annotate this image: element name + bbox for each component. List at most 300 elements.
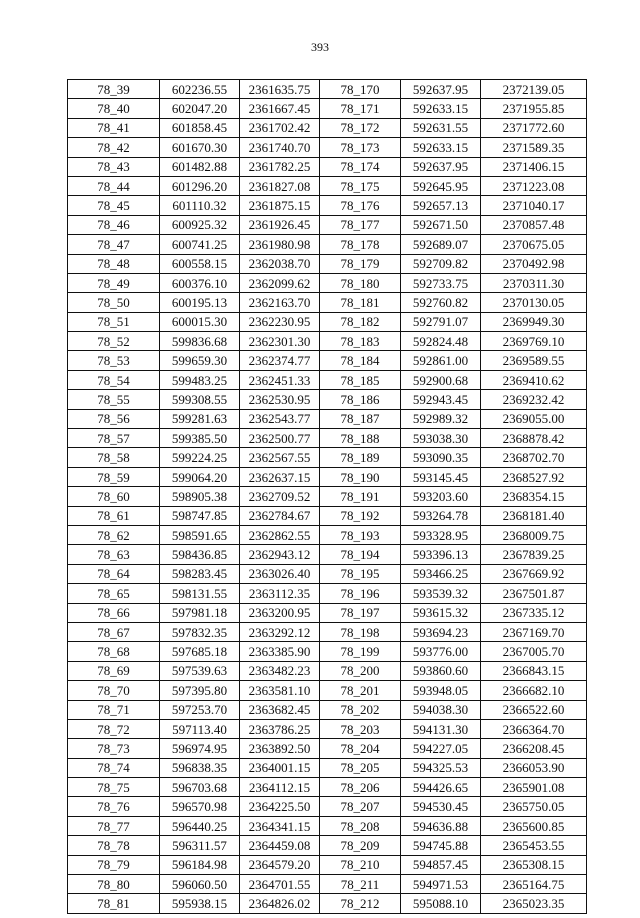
y-coordinate-left-cell: 2361740.70 <box>240 138 320 157</box>
point-id-right-cell: 78_202 <box>320 700 401 719</box>
point-id-left-cell: 78_49 <box>68 273 160 292</box>
y-coordinate-left-cell: 2364225.50 <box>240 797 320 816</box>
point-id-left-cell: 78_41 <box>68 118 160 137</box>
point-id-left-cell: 78_75 <box>68 778 160 797</box>
point-id-right-cell: 78_174 <box>320 157 401 176</box>
x-coordinate-left-cell: 599281.63 <box>160 409 240 428</box>
point-id-left-cell: 78_44 <box>68 176 160 195</box>
x-coordinate-right-cell: 594227.05 <box>401 739 481 758</box>
point-id-left-cell: 78_68 <box>68 642 160 661</box>
point-id-right-cell: 78_209 <box>320 836 401 855</box>
y-coordinate-left-cell: 2362500.77 <box>240 429 320 448</box>
point-id-left-cell: 78_53 <box>68 351 160 370</box>
point-id-right-cell: 78_184 <box>320 351 401 370</box>
coordinates-table <box>67 79 587 914</box>
point-id-right-cell: 78_207 <box>320 797 401 816</box>
y-coordinate-right-cell: 2365453.55 <box>481 836 587 855</box>
y-coordinate-left-cell: 2361702.42 <box>240 118 320 137</box>
x-coordinate-right-cell: 592689.07 <box>401 235 481 254</box>
point-id-right-cell: 78_208 <box>320 816 401 835</box>
x-coordinate-right-cell: 592824.48 <box>401 332 481 351</box>
table-row <box>68 778 587 797</box>
point-id-right-cell: 78_190 <box>320 467 401 486</box>
y-coordinate-right-cell: 2369410.62 <box>481 370 587 389</box>
point-id-left-cell: 78_79 <box>68 855 160 874</box>
y-coordinate-left-cell: 2364112.15 <box>240 778 320 797</box>
y-coordinate-left-cell: 2362374.77 <box>240 351 320 370</box>
y-coordinate-right-cell: 2370130.05 <box>481 293 587 312</box>
y-coordinate-right-cell: 2365164.75 <box>481 875 587 894</box>
point-id-right-cell: 78_194 <box>320 545 401 564</box>
y-coordinate-left-cell: 2361782.25 <box>240 157 320 176</box>
y-coordinate-right-cell: 2365308.15 <box>481 855 587 874</box>
x-coordinate-left-cell: 597981.18 <box>160 603 240 622</box>
point-id-right-cell: 78_175 <box>320 176 401 195</box>
x-coordinate-right-cell: 592633.15 <box>401 99 481 118</box>
x-coordinate-right-cell: 593615.32 <box>401 603 481 622</box>
x-coordinate-right-cell: 594038.30 <box>401 700 481 719</box>
y-coordinate-right-cell: 2370675.05 <box>481 235 587 254</box>
x-coordinate-right-cell: 595088.10 <box>401 894 481 913</box>
y-coordinate-right-cell: 2365901.08 <box>481 778 587 797</box>
table-row <box>68 332 587 351</box>
point-id-left-cell: 78_76 <box>68 797 160 816</box>
table-row <box>68 157 587 176</box>
point-id-left-cell: 78_50 <box>68 293 160 312</box>
point-id-right-cell: 78_204 <box>320 739 401 758</box>
point-id-left-cell: 78_46 <box>68 215 160 234</box>
point-id-right-cell: 78_191 <box>320 487 401 506</box>
table-row <box>68 273 587 292</box>
point-id-right-cell: 78_172 <box>320 118 401 137</box>
point-id-right-cell: 78_206 <box>320 778 401 797</box>
y-coordinate-left-cell: 2361926.45 <box>240 215 320 234</box>
x-coordinate-right-cell: 594636.88 <box>401 816 481 835</box>
point-id-right-cell: 78_205 <box>320 758 401 777</box>
point-id-right-cell: 78_198 <box>320 622 401 641</box>
x-coordinate-right-cell: 593203.60 <box>401 487 481 506</box>
point-id-left-cell: 78_59 <box>68 467 160 486</box>
table-row <box>68 467 587 486</box>
y-coordinate-right-cell: 2369589.55 <box>481 351 587 370</box>
x-coordinate-right-cell: 592900.68 <box>401 370 481 389</box>
y-coordinate-left-cell: 2363112.35 <box>240 584 320 603</box>
table-row <box>68 739 587 758</box>
x-coordinate-left-cell: 599224.25 <box>160 448 240 467</box>
point-id-left-cell: 78_52 <box>68 332 160 351</box>
point-id-right-cell: 78_186 <box>320 390 401 409</box>
table-row <box>68 293 587 312</box>
x-coordinate-right-cell: 592631.55 <box>401 118 481 137</box>
y-coordinate-right-cell: 2372139.05 <box>481 80 587 99</box>
y-coordinate-left-cell: 2363482.23 <box>240 661 320 680</box>
x-coordinate-right-cell: 592989.32 <box>401 409 481 428</box>
table-row <box>68 312 587 331</box>
x-coordinate-left-cell: 598905.38 <box>160 487 240 506</box>
y-coordinate-left-cell: 2364701.55 <box>240 875 320 894</box>
y-coordinate-right-cell: 2371406.15 <box>481 157 587 176</box>
x-coordinate-left-cell: 598747.85 <box>160 506 240 525</box>
table-row <box>68 719 587 738</box>
x-coordinate-right-cell: 592637.95 <box>401 80 481 99</box>
y-coordinate-right-cell: 2368702.70 <box>481 448 587 467</box>
x-coordinate-right-cell: 594745.88 <box>401 836 481 855</box>
y-coordinate-right-cell: 2366208.45 <box>481 739 587 758</box>
point-id-left-cell: 78_55 <box>68 390 160 409</box>
point-id-left-cell: 78_45 <box>68 196 160 215</box>
y-coordinate-right-cell: 2371040.17 <box>481 196 587 215</box>
table-row <box>68 351 587 370</box>
coordinates-table-container <box>67 79 587 914</box>
table-row <box>68 506 587 525</box>
point-id-left-cell: 78_43 <box>68 157 160 176</box>
y-coordinate-left-cell: 2363892.50 <box>240 739 320 758</box>
coordinates-table-body <box>68 80 587 914</box>
y-coordinate-right-cell: 2366522.60 <box>481 700 587 719</box>
table-row <box>68 429 587 448</box>
point-id-right-cell: 78_189 <box>320 448 401 467</box>
point-id-left-cell: 78_70 <box>68 681 160 700</box>
x-coordinate-left-cell: 598436.85 <box>160 545 240 564</box>
table-row <box>68 681 587 700</box>
table-row <box>68 99 587 118</box>
point-id-right-cell: 78_170 <box>320 80 401 99</box>
x-coordinate-left-cell: 601858.45 <box>160 118 240 137</box>
x-coordinate-left-cell: 598131.55 <box>160 584 240 603</box>
point-id-left-cell: 78_81 <box>68 894 160 913</box>
y-coordinate-left-cell: 2363200.95 <box>240 603 320 622</box>
y-coordinate-left-cell: 2361827.08 <box>240 176 320 195</box>
point-id-right-cell: 78_185 <box>320 370 401 389</box>
point-id-right-cell: 78_199 <box>320 642 401 661</box>
point-id-right-cell: 78_193 <box>320 525 401 544</box>
x-coordinate-left-cell: 601670.30 <box>160 138 240 157</box>
y-coordinate-right-cell: 2367335.12 <box>481 603 587 622</box>
y-coordinate-right-cell: 2369232.42 <box>481 390 587 409</box>
x-coordinate-right-cell: 592943.45 <box>401 390 481 409</box>
point-id-left-cell: 78_73 <box>68 739 160 758</box>
table-row <box>68 894 587 913</box>
y-coordinate-right-cell: 2367669.92 <box>481 564 587 583</box>
x-coordinate-left-cell: 600376.10 <box>160 273 240 292</box>
x-coordinate-right-cell: 592633.15 <box>401 138 481 157</box>
point-id-right-cell: 78_178 <box>320 235 401 254</box>
table-row <box>68 758 587 777</box>
point-id-right-cell: 78_176 <box>320 196 401 215</box>
y-coordinate-right-cell: 2368878.42 <box>481 429 587 448</box>
x-coordinate-left-cell: 597832.35 <box>160 622 240 641</box>
x-coordinate-left-cell: 602236.55 <box>160 80 240 99</box>
y-coordinate-left-cell: 2362862.55 <box>240 525 320 544</box>
y-coordinate-right-cell: 2365600.85 <box>481 816 587 835</box>
x-coordinate-left-cell: 596703.68 <box>160 778 240 797</box>
y-coordinate-left-cell: 2361980.98 <box>240 235 320 254</box>
x-coordinate-left-cell: 597253.70 <box>160 700 240 719</box>
y-coordinate-left-cell: 2363786.25 <box>240 719 320 738</box>
point-id-left-cell: 78_63 <box>68 545 160 564</box>
y-coordinate-left-cell: 2362038.70 <box>240 254 320 273</box>
x-coordinate-left-cell: 596184.98 <box>160 855 240 874</box>
point-id-right-cell: 78_183 <box>320 332 401 351</box>
x-coordinate-left-cell: 600925.32 <box>160 215 240 234</box>
y-coordinate-right-cell: 2370311.30 <box>481 273 587 292</box>
table-row <box>68 700 587 719</box>
x-coordinate-right-cell: 593264.78 <box>401 506 481 525</box>
x-coordinate-right-cell: 592861.00 <box>401 351 481 370</box>
point-id-left-cell: 78_61 <box>68 506 160 525</box>
point-id-left-cell: 78_47 <box>68 235 160 254</box>
x-coordinate-left-cell: 597539.63 <box>160 661 240 680</box>
y-coordinate-right-cell: 2369949.30 <box>481 312 587 331</box>
y-coordinate-left-cell: 2362099.62 <box>240 273 320 292</box>
x-coordinate-left-cell: 599064.20 <box>160 467 240 486</box>
table-row <box>68 642 587 661</box>
y-coordinate-right-cell: 2366843.15 <box>481 661 587 680</box>
y-coordinate-left-cell: 2364826.02 <box>240 894 320 913</box>
y-coordinate-left-cell: 2364341.15 <box>240 816 320 835</box>
y-coordinate-right-cell: 2366682.10 <box>481 681 587 700</box>
x-coordinate-left-cell: 597113.40 <box>160 719 240 738</box>
point-id-left-cell: 78_71 <box>68 700 160 719</box>
x-coordinate-right-cell: 593038.30 <box>401 429 481 448</box>
y-coordinate-left-cell: 2362567.55 <box>240 448 320 467</box>
y-coordinate-right-cell: 2368354.15 <box>481 487 587 506</box>
x-coordinate-left-cell: 601296.20 <box>160 176 240 195</box>
y-coordinate-right-cell: 2367005.70 <box>481 642 587 661</box>
y-coordinate-right-cell: 2366364.70 <box>481 719 587 738</box>
y-coordinate-left-cell: 2361875.15 <box>240 196 320 215</box>
y-coordinate-left-cell: 2362530.95 <box>240 390 320 409</box>
point-id-left-cell: 78_54 <box>68 370 160 389</box>
x-coordinate-left-cell: 600015.30 <box>160 312 240 331</box>
point-id-left-cell: 78_39 <box>68 80 160 99</box>
y-coordinate-left-cell: 2361667.45 <box>240 99 320 118</box>
x-coordinate-left-cell: 600741.25 <box>160 235 240 254</box>
x-coordinate-right-cell: 592637.95 <box>401 157 481 176</box>
y-coordinate-right-cell: 2367169.70 <box>481 622 587 641</box>
table-row <box>68 564 587 583</box>
x-coordinate-right-cell: 592657.13 <box>401 196 481 215</box>
x-coordinate-left-cell: 599308.55 <box>160 390 240 409</box>
x-coordinate-left-cell: 601110.32 <box>160 196 240 215</box>
y-coordinate-right-cell: 2370857.48 <box>481 215 587 234</box>
y-coordinate-right-cell: 2370492.98 <box>481 254 587 273</box>
x-coordinate-left-cell: 596838.35 <box>160 758 240 777</box>
x-coordinate-right-cell: 593145.45 <box>401 467 481 486</box>
y-coordinate-left-cell: 2362784.67 <box>240 506 320 525</box>
point-id-right-cell: 78_181 <box>320 293 401 312</box>
table-row <box>68 370 587 389</box>
point-id-left-cell: 78_80 <box>68 875 160 894</box>
table-row <box>68 816 587 835</box>
table-row <box>68 448 587 467</box>
point-id-right-cell: 78_177 <box>320 215 401 234</box>
point-id-left-cell: 78_77 <box>68 816 160 835</box>
y-coordinate-right-cell: 2371955.85 <box>481 99 587 118</box>
y-coordinate-right-cell: 2369055.00 <box>481 409 587 428</box>
point-id-right-cell: 78_210 <box>320 855 401 874</box>
x-coordinate-left-cell: 596974.95 <box>160 739 240 758</box>
y-coordinate-left-cell: 2364579.20 <box>240 855 320 874</box>
y-coordinate-right-cell: 2367839.25 <box>481 545 587 564</box>
point-id-right-cell: 78_171 <box>320 99 401 118</box>
x-coordinate-left-cell: 599659.30 <box>160 351 240 370</box>
point-id-left-cell: 78_67 <box>68 622 160 641</box>
y-coordinate-right-cell: 2368181.40 <box>481 506 587 525</box>
table-row <box>68 603 587 622</box>
y-coordinate-left-cell: 2363385.90 <box>240 642 320 661</box>
x-coordinate-right-cell: 594325.53 <box>401 758 481 777</box>
y-coordinate-left-cell: 2362943.12 <box>240 545 320 564</box>
y-coordinate-right-cell: 2368527.92 <box>481 467 587 486</box>
table-row <box>68 622 587 641</box>
x-coordinate-right-cell: 592760.82 <box>401 293 481 312</box>
point-id-left-cell: 78_51 <box>68 312 160 331</box>
point-id-left-cell: 78_57 <box>68 429 160 448</box>
x-coordinate-right-cell: 593466.25 <box>401 564 481 583</box>
x-coordinate-right-cell: 592709.82 <box>401 254 481 273</box>
y-coordinate-left-cell: 2362230.95 <box>240 312 320 331</box>
point-id-right-cell: 78_180 <box>320 273 401 292</box>
table-row <box>68 118 587 137</box>
table-row <box>68 797 587 816</box>
y-coordinate-left-cell: 2362637.15 <box>240 467 320 486</box>
table-row <box>68 855 587 874</box>
y-coordinate-left-cell: 2362451.33 <box>240 370 320 389</box>
x-coordinate-right-cell: 592671.50 <box>401 215 481 234</box>
y-coordinate-left-cell: 2362709.52 <box>240 487 320 506</box>
x-coordinate-right-cell: 594857.45 <box>401 855 481 874</box>
point-id-right-cell: 78_182 <box>320 312 401 331</box>
y-coordinate-left-cell: 2362301.30 <box>240 332 320 351</box>
y-coordinate-left-cell: 2364001.15 <box>240 758 320 777</box>
point-id-right-cell: 78_173 <box>320 138 401 157</box>
table-row <box>68 196 587 215</box>
x-coordinate-right-cell: 594530.45 <box>401 797 481 816</box>
x-coordinate-right-cell: 594971.53 <box>401 875 481 894</box>
x-coordinate-right-cell: 592791.07 <box>401 312 481 331</box>
point-id-right-cell: 78_195 <box>320 564 401 583</box>
x-coordinate-left-cell: 596311.57 <box>160 836 240 855</box>
table-row <box>68 215 587 234</box>
x-coordinate-right-cell: 593090.35 <box>401 448 481 467</box>
x-coordinate-left-cell: 598283.45 <box>160 564 240 583</box>
x-coordinate-left-cell: 596060.50 <box>160 875 240 894</box>
point-id-right-cell: 78_212 <box>320 894 401 913</box>
point-id-left-cell: 78_56 <box>68 409 160 428</box>
y-coordinate-left-cell: 2364459.08 <box>240 836 320 855</box>
x-coordinate-left-cell: 597685.18 <box>160 642 240 661</box>
y-coordinate-left-cell: 2362163.70 <box>240 293 320 312</box>
x-coordinate-right-cell: 593860.60 <box>401 661 481 680</box>
point-id-left-cell: 78_69 <box>68 661 160 680</box>
x-coordinate-left-cell: 596570.98 <box>160 797 240 816</box>
table-row <box>68 836 587 855</box>
x-coordinate-left-cell: 601482.88 <box>160 157 240 176</box>
x-coordinate-left-cell: 599483.25 <box>160 370 240 389</box>
point-id-right-cell: 78_192 <box>320 506 401 525</box>
x-coordinate-right-cell: 593694.23 <box>401 622 481 641</box>
y-coordinate-right-cell: 2371589.35 <box>481 138 587 157</box>
x-coordinate-left-cell: 602047.20 <box>160 99 240 118</box>
x-coordinate-left-cell: 599385.50 <box>160 429 240 448</box>
table-row <box>68 176 587 195</box>
point-id-left-cell: 78_78 <box>68 836 160 855</box>
table-row <box>68 487 587 506</box>
point-id-right-cell: 78_179 <box>320 254 401 273</box>
y-coordinate-left-cell: 2362543.77 <box>240 409 320 428</box>
x-coordinate-left-cell: 598591.65 <box>160 525 240 544</box>
x-coordinate-right-cell: 593328.95 <box>401 525 481 544</box>
point-id-left-cell: 78_65 <box>68 584 160 603</box>
y-coordinate-right-cell: 2369769.10 <box>481 332 587 351</box>
point-id-right-cell: 78_196 <box>320 584 401 603</box>
point-id-right-cell: 78_201 <box>320 681 401 700</box>
table-row <box>68 661 587 680</box>
x-coordinate-right-cell: 593539.32 <box>401 584 481 603</box>
y-coordinate-left-cell: 2363682.45 <box>240 700 320 719</box>
x-coordinate-left-cell: 600195.13 <box>160 293 240 312</box>
x-coordinate-right-cell: 592733.75 <box>401 273 481 292</box>
point-id-left-cell: 78_42 <box>68 138 160 157</box>
point-id-right-cell: 78_211 <box>320 875 401 894</box>
point-id-right-cell: 78_200 <box>320 661 401 680</box>
table-row <box>68 80 587 99</box>
x-coordinate-left-cell: 596440.25 <box>160 816 240 835</box>
y-coordinate-left-cell: 2363581.10 <box>240 681 320 700</box>
point-id-left-cell: 78_66 <box>68 603 160 622</box>
x-coordinate-right-cell: 593948.05 <box>401 681 481 700</box>
point-id-right-cell: 78_188 <box>320 429 401 448</box>
table-row <box>68 138 587 157</box>
y-coordinate-right-cell: 2366053.90 <box>481 758 587 777</box>
table-row <box>68 390 587 409</box>
y-coordinate-left-cell: 2363292.12 <box>240 622 320 641</box>
x-coordinate-left-cell: 597395.80 <box>160 681 240 700</box>
point-id-left-cell: 78_72 <box>68 719 160 738</box>
table-row <box>68 409 587 428</box>
x-coordinate-right-cell: 593776.00 <box>401 642 481 661</box>
x-coordinate-left-cell: 595938.15 <box>160 894 240 913</box>
x-coordinate-left-cell: 600558.15 <box>160 254 240 273</box>
point-id-left-cell: 78_60 <box>68 487 160 506</box>
point-id-right-cell: 78_187 <box>320 409 401 428</box>
y-coordinate-right-cell: 2368009.75 <box>481 525 587 544</box>
point-id-right-cell: 78_197 <box>320 603 401 622</box>
x-coordinate-right-cell: 594426.65 <box>401 778 481 797</box>
table-row <box>68 584 587 603</box>
table-row <box>68 875 587 894</box>
y-coordinate-left-cell: 2361635.75 <box>240 80 320 99</box>
x-coordinate-left-cell: 599836.68 <box>160 332 240 351</box>
x-coordinate-right-cell: 594131.30 <box>401 719 481 738</box>
x-coordinate-right-cell: 592645.95 <box>401 176 481 195</box>
y-coordinate-right-cell: 2367501.87 <box>481 584 587 603</box>
point-id-left-cell: 78_40 <box>68 99 160 118</box>
y-coordinate-right-cell: 2365023.35 <box>481 894 587 913</box>
table-row <box>68 525 587 544</box>
point-id-right-cell: 78_203 <box>320 719 401 738</box>
point-id-left-cell: 78_62 <box>68 525 160 544</box>
y-coordinate-right-cell: 2371223.08 <box>481 176 587 195</box>
point-id-left-cell: 78_48 <box>68 254 160 273</box>
table-row <box>68 545 587 564</box>
page-number: 393 <box>311 40 329 54</box>
point-id-left-cell: 78_58 <box>68 448 160 467</box>
point-id-left-cell: 78_74 <box>68 758 160 777</box>
point-id-left-cell: 78_64 <box>68 564 160 583</box>
x-coordinate-right-cell: 593396.13 <box>401 545 481 564</box>
